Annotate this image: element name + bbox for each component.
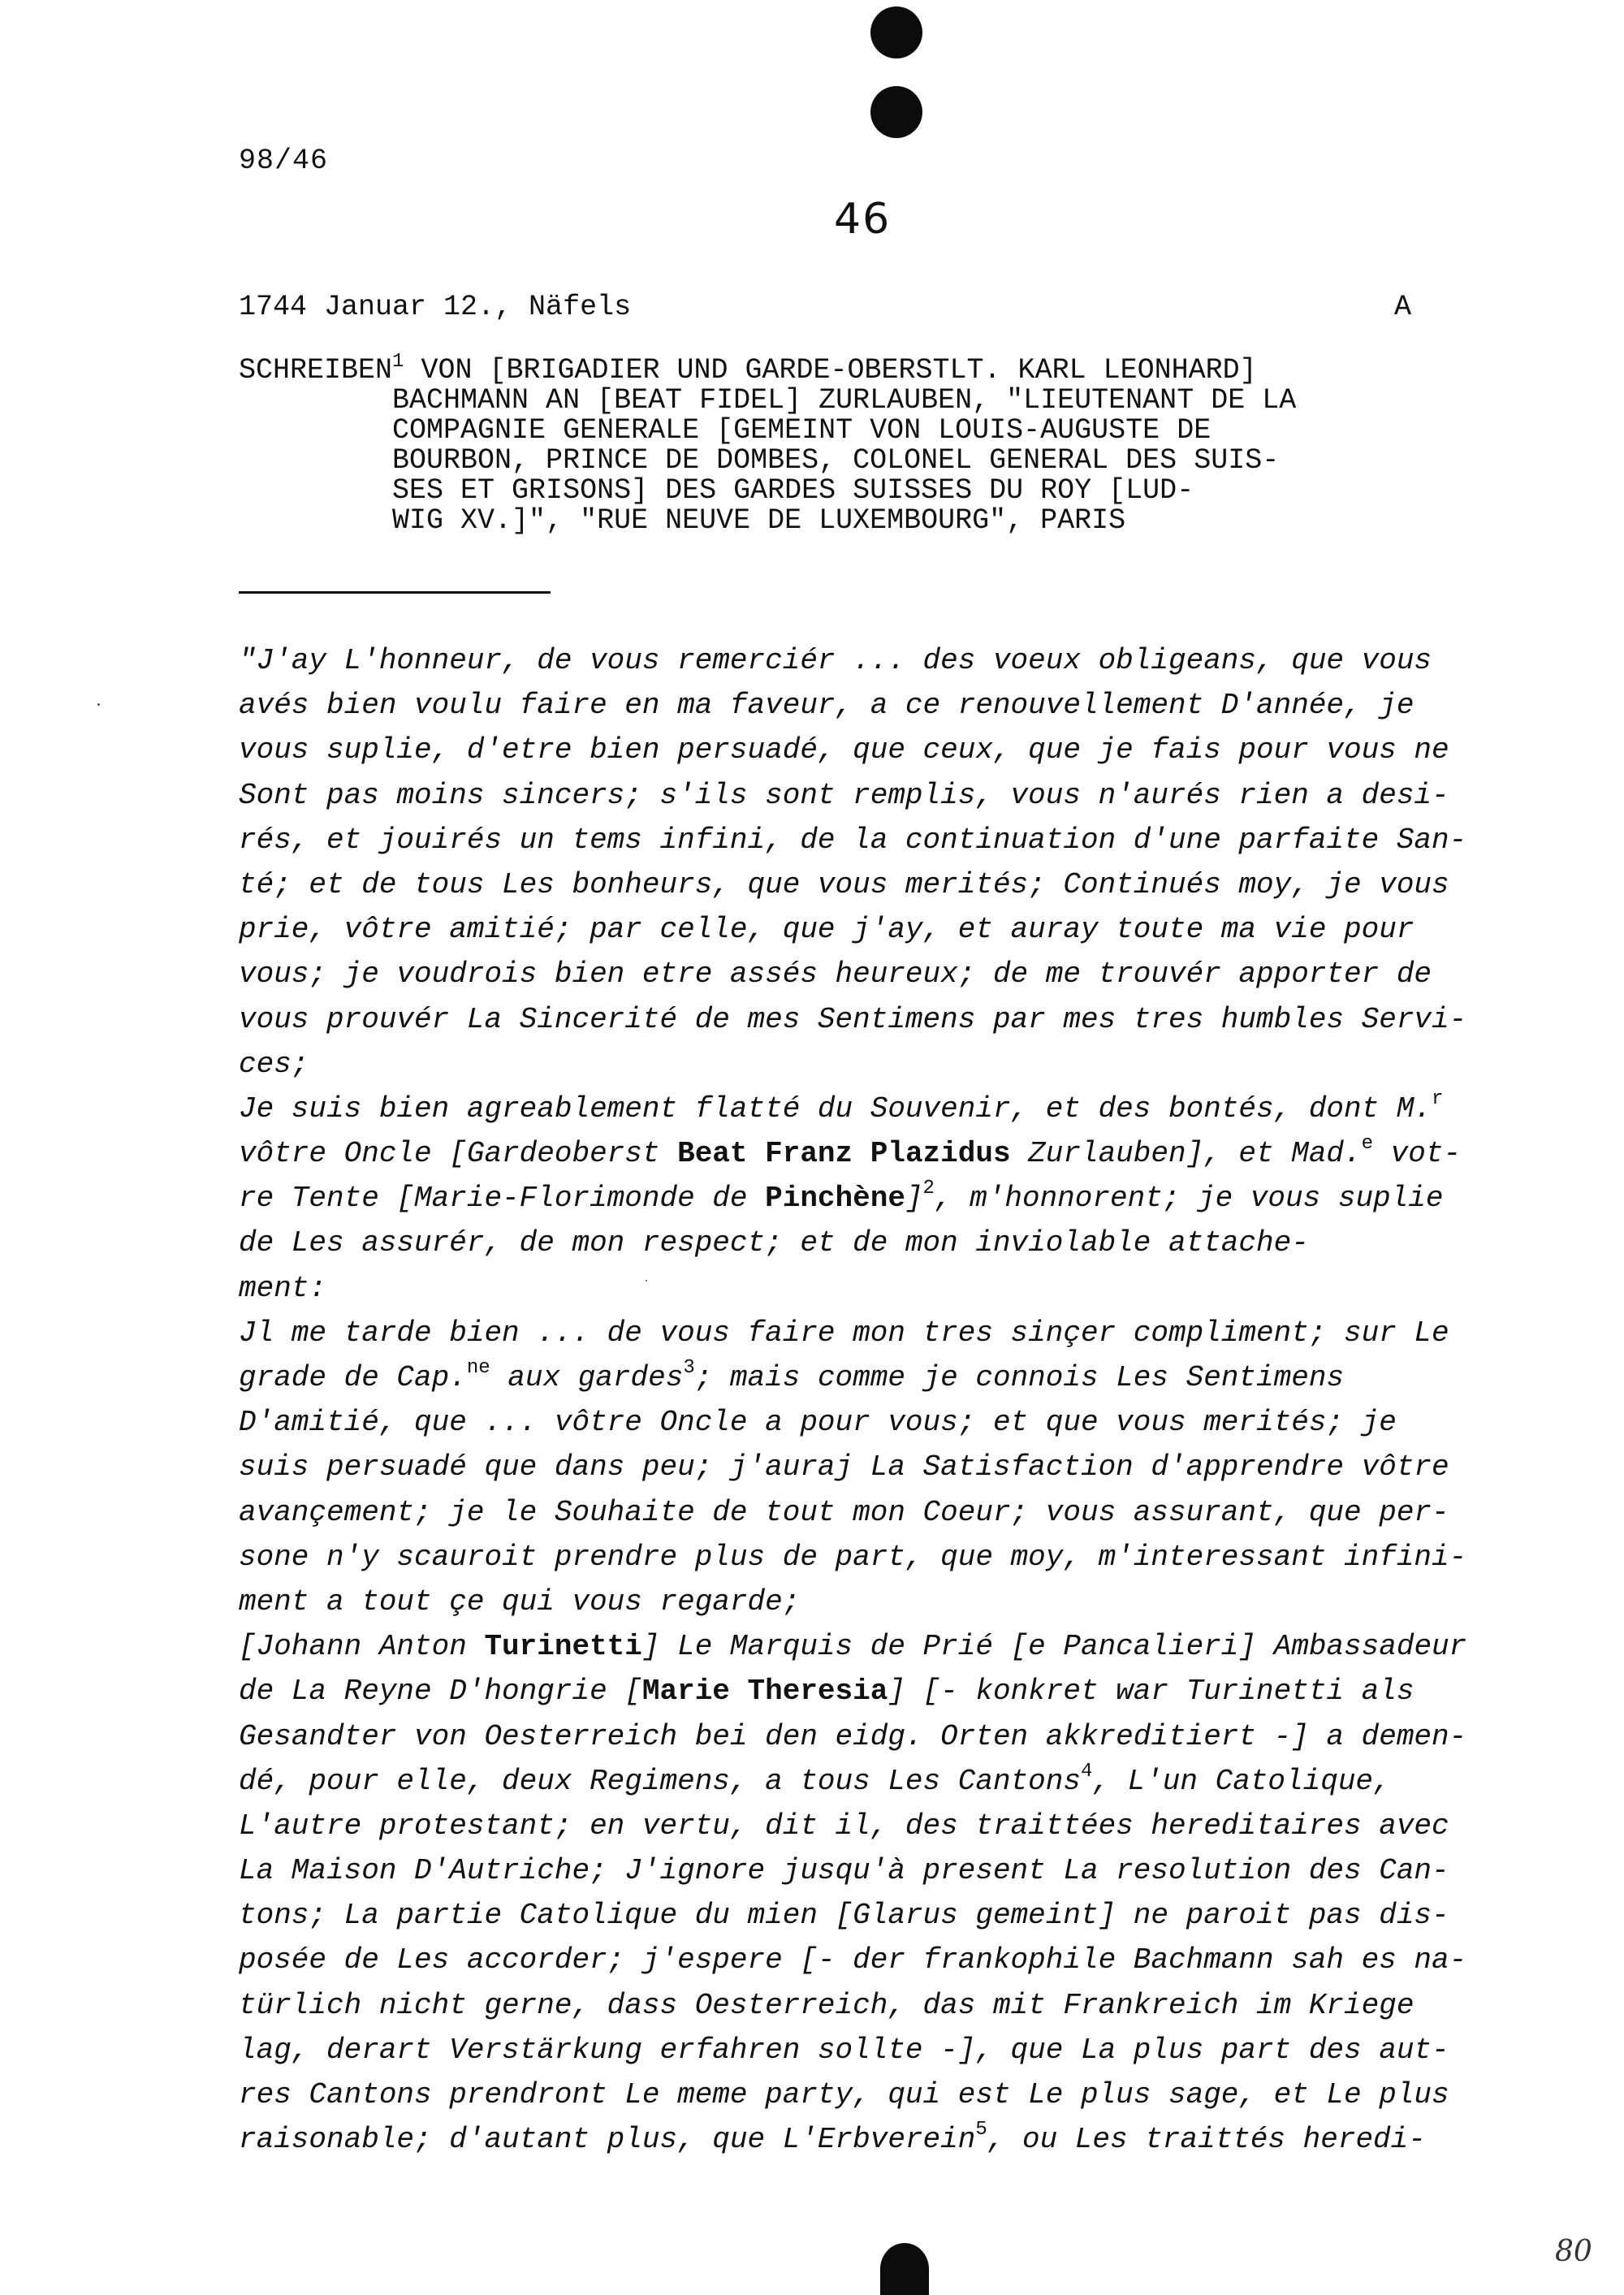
body-line: de Les assurér, de mon respect; et de mon inviolable attache- (239, 1226, 1309, 1260)
body-text: ; mais comme je connois Les Sentimens (694, 1361, 1345, 1394)
body-line: avés bien voulu faire en ma faveur, a ce renouvellement D'année, je (239, 689, 1415, 723)
title-line: BOURBON, PRINCE DE DOMBES, COLONEL GENERAL DES SUIS- (239, 444, 1280, 477)
body-text: ] Le Marquis de Prié [e Pancalieri] Ambassadeur (641, 1630, 1467, 1664)
body-line (239, 1669, 1481, 1714)
body-text: aux gardes (490, 1361, 684, 1394)
body-text: grade de Cap. (239, 1361, 467, 1394)
body-line (239, 1624, 1481, 1669)
body-line: ment: (239, 1271, 327, 1305)
body-line (239, 2117, 1481, 2162)
body-text: dé, pour elle, deux Regimens, a tous Les Cantons (239, 1764, 1081, 1798)
body-text: [Johann Anton (239, 1630, 485, 1664)
body-line: lag, derart Verstärkung erfahren sollte -], que La plus part des aut- (239, 2033, 1449, 2067)
title-line: BACHMANN AN [BEAT FIDEL] ZURLAUBEN, "LIEUTENANT DE LA (239, 384, 1297, 417)
body-text: vot- (1373, 1137, 1462, 1171)
body-text: , m'honnorent; je vous suplie (934, 1182, 1444, 1216)
body-line (239, 1355, 1481, 1400)
title-line: SCHREIBEN (239, 354, 393, 387)
body-line (239, 1759, 1481, 1804)
body-line: D'amitié, que ... vôtre Oncle a pour vous; et que vous merités; je (239, 1406, 1397, 1440)
body-text: , L'un Catolique, (1092, 1764, 1391, 1798)
superscript: r (1432, 1087, 1444, 1110)
body-text: , ou Les traittés heredi- (987, 2123, 1426, 2157)
body-line: rés, et jouirés un tems infini, de la continuation d'une parfaite San- (239, 823, 1467, 857)
body-line: türlich nicht gerne, dass Oesterreich, das mit Frankreich im Kriege (239, 1988, 1415, 2022)
footnote-marker: 5 (975, 2119, 987, 2142)
superscript: e (1361, 1133, 1374, 1156)
body-line: L'autre protestant; en vertu, dit il, des traittées hereditaires avec (239, 1809, 1449, 1843)
punch-hole-second (870, 86, 922, 138)
body-line: té; et de tous Les bonheurs, que vous merités; Continués moy, je vous (239, 867, 1449, 901)
person-name: Turinetti (484, 1630, 642, 1664)
body-text: de La Reyne D'hongrie [ (239, 1675, 642, 1709)
document-title (239, 351, 1297, 537)
body-line: avançement; je le Souhaite de tout mon Coeur; vous assurant, que per- (239, 1495, 1449, 1529)
punch-hole-top (870, 6, 922, 58)
person-name: Pinchène (765, 1182, 905, 1216)
body-text: re Tente [Marie-Florimonde de (239, 1182, 766, 1216)
body-text: raisonable; d'autant plus, que L'Erbverein (239, 2123, 976, 2157)
body-line: La Maison D'Autriche; J'ignore jusqu'à present La resolution des Can- (239, 1854, 1449, 1888)
letter-body (239, 638, 1481, 2162)
body-line: tons; La partie Catolique du mien [Glarus gemeint] ne paroit pas dis- (239, 1899, 1449, 1933)
scan-speck (97, 703, 100, 706)
title-separator-rule (239, 591, 551, 594)
body-line: vous suplie, d'etre bien persuadé, que ceux, que je fais pour vous ne (239, 733, 1449, 767)
title-line: COMPAGNIE GENERALE [GEMEINT VON LOUIS-AUGUSTE DE (239, 414, 1212, 447)
body-line (239, 1131, 1481, 1176)
body-text: ] [- konkret war Turinetti als (888, 1675, 1415, 1709)
footnote-marker: 3 (683, 1357, 695, 1379)
document-letter: A (1394, 291, 1412, 323)
body-line: sone n'y scauroit prendre plus de part, que moy, m'interessant infini- (239, 1540, 1467, 1574)
footnote-marker: 1 (392, 351, 404, 373)
body-line: Sont pas moins sincers; s'ils sont remplis, vous n'aurés rien a desi- (239, 778, 1449, 812)
title-line: VON [BRIGADIER UND GARDE-OBERSTLT. KARL LEONHARD] (404, 354, 1257, 387)
body-text: Zurlauben], et Mad. (1010, 1137, 1362, 1171)
body-line: "J'ay L'honneur, de vous remerciér ... des voeux obligeans, que vous (239, 644, 1432, 677)
body-line: res Cantons prendront Le meme party, qui est Le plus sage, et Le plus (239, 2078, 1449, 2111)
punch-hole-bottom (880, 2243, 929, 2295)
body-text: vôtre Oncle [Gardeoberst (239, 1137, 678, 1171)
document-reference: 98/46 (239, 145, 329, 177)
date-place: 1744 Januar 12., Näfels (239, 291, 632, 323)
title-line: SES ET GRISONS] DES GARDES SUISSES DU ROY [LUD- (239, 474, 1194, 507)
body-line (239, 1176, 1481, 1221)
superscript: ne (466, 1357, 490, 1379)
body-line: Gesandter von Oesterreich bei den eidg. Orten akkreditiert -] a demen- (239, 1719, 1467, 1753)
handwritten-folio-number: 80 (1555, 2235, 1592, 2268)
body-line: ment a tout çe qui vous regarde; (239, 1584, 801, 1619)
body-line: ces; (239, 1047, 309, 1081)
title-line: WIG XV.]", "RUE NEUVE DE LUXEMBOURG", PARIS (239, 504, 1126, 537)
body-line: Jl me tarde bien ... de vous faire mon tres sinçer compliment; sur Le (239, 1316, 1449, 1350)
page-number: 46 (834, 195, 892, 244)
person-name: Beat Franz Plazidus (677, 1137, 1011, 1171)
body-line: vous; je voudrois bien etre assés heureux; de me trouvér apporter de (239, 957, 1432, 992)
body-line (239, 1087, 1481, 1131)
body-text: ] (905, 1182, 923, 1216)
body-line: vous prouvér La Sincerité de mes Sentimens par mes tres humbles Servi- (239, 1002, 1467, 1036)
body-line: prie, vôtre amitié; par celle, que j'ay, et auray toute ma vie pour (239, 913, 1415, 947)
body-line: suis persuadé que dans peu; j'auraj La Satisfaction d'apprendre vôtre (239, 1450, 1449, 1485)
person-name: Marie Theresia (641, 1675, 888, 1709)
body-text: Je suis bien agreablement flatté du Souvenir, et des bontés, dont M. (239, 1091, 1432, 1126)
footnote-marker: 4 (1080, 1760, 1093, 1783)
body-line: posée de Les accorder; j'espere [- der frankophile Bachmann sah es na- (239, 1943, 1467, 1977)
footnote-marker: 2 (922, 1178, 935, 1200)
